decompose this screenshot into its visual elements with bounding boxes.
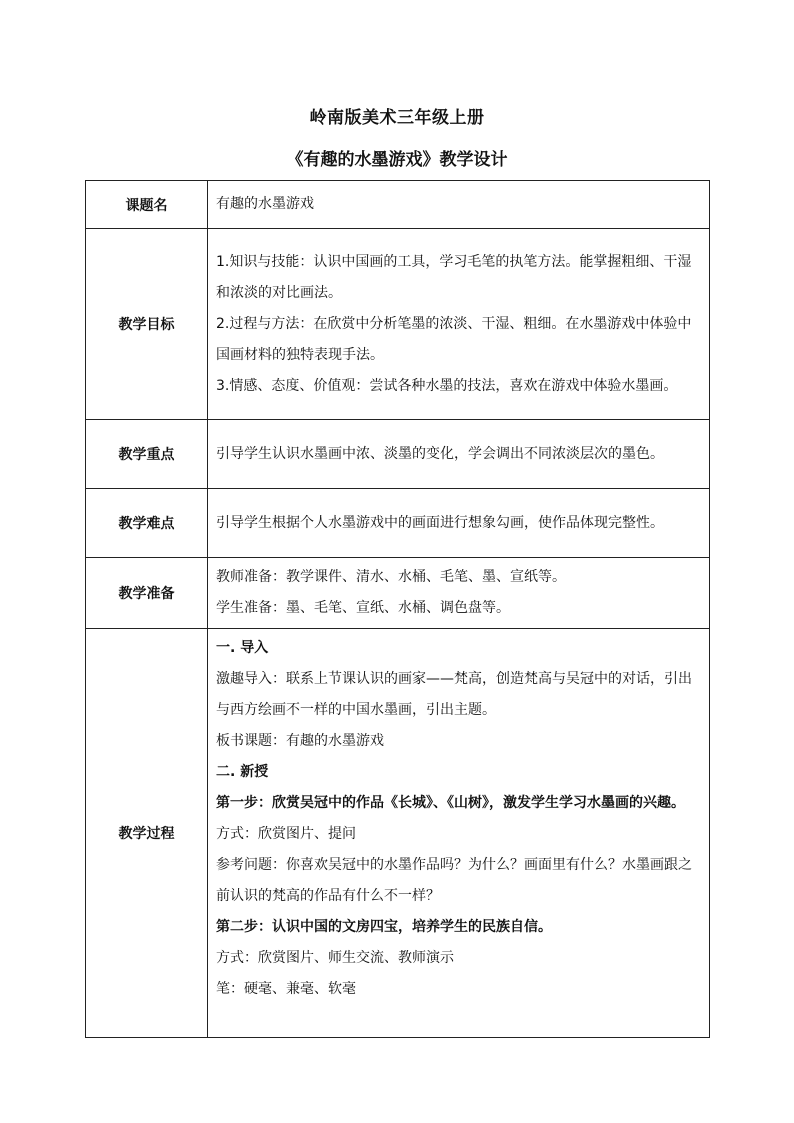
teacher-preparation: 教师准备：教学课件、清水、水桶、毛笔、墨、宣纸等。 <box>216 569 566 585</box>
process-label: 教学过程 <box>86 629 208 1038</box>
lesson-plan-table <box>85 180 710 1038</box>
key-points-value: 引导学生认识水墨画中浓、淡墨的变化，学会调出不同浓淡层次的墨色。 <box>208 420 710 489</box>
key-points-label: 教学重点 <box>86 420 208 489</box>
board-title: 板书课题：有趣的水墨游戏 <box>216 733 384 749</box>
table-row-objectives <box>86 229 710 420</box>
intro-paragraph: 激趣导入：联系上节课认识的画家——梵高，创造梵高与吴冠中的对话，引出与西方绘画不一样的中国水墨画，引出主题。 <box>216 671 692 718</box>
process-content <box>208 629 710 1038</box>
preparation-label: 教学准备 <box>86 558 208 629</box>
preparation-content <box>208 558 710 629</box>
objectives-label: 教学目标 <box>86 229 208 420</box>
document-title: 岭南版美术三年级上册 <box>309 108 485 128</box>
topic-value: 有趣的水墨游戏 <box>208 181 710 229</box>
section-heading-intro: 一. 导入 <box>216 640 269 656</box>
table-row-preparation <box>86 558 710 629</box>
step2-method: 方式：欣赏图片、师生交流、教师演示 <box>216 950 454 966</box>
objective-item: 1.知识与技能：认识中国画的工具，学习毛笔的执笔方法。能掌握粗细、干湿和浓淡的对比画法。 <box>216 253 692 301</box>
table-row-process <box>86 629 710 1038</box>
step1-heading: 第一步：欣赏吴冠中的作品《长城》、《山树》，激发学生学习水墨画的兴趣。 <box>216 795 685 811</box>
difficulties-label: 教学难点 <box>86 489 208 558</box>
step1-method: 方式：欣赏图片、提问 <box>216 826 356 842</box>
section-heading-new-lesson: 二. 新授 <box>216 764 269 780</box>
step2-brush: 笔：硬毫、兼毫、软毫 <box>216 981 356 997</box>
objective-item: 3.情感、态度、价值观：尝试各种水墨的技法，喜欢在游戏中体验水墨画。 <box>216 377 678 394</box>
objectives-content <box>208 229 710 420</box>
table-row-difficulties <box>86 489 710 558</box>
topic-label: 课题名 <box>86 181 208 229</box>
table-row-key-points <box>86 420 710 489</box>
objective-item: 2.过程与方法：在欣赏中分析笔墨的浓淡、干湿、粗细。在水墨游戏中体验中国画材料的独特表现手法。 <box>216 315 692 363</box>
step1-questions: 参考问题：你喜欢吴冠中的水墨作品吗？为什么？画面里有什么？水墨画跟之前认识的梵高的作品有什么不一样？ <box>216 857 692 904</box>
table-row-topic <box>86 181 710 229</box>
difficulties-value: 引导学生根据个人水墨游戏中的画面进行想象勾画，使作品体现完整性。 <box>208 489 710 558</box>
document-subtitle: 《有趣的水墨游戏》教学设计 <box>286 150 508 170</box>
step2-heading: 第二步：认识中国的文房四宝，培养学生的民族自信。 <box>216 919 552 935</box>
student-preparation: 学生准备：墨、毛笔、宣纸、水桶、调色盘等。 <box>216 600 510 616</box>
